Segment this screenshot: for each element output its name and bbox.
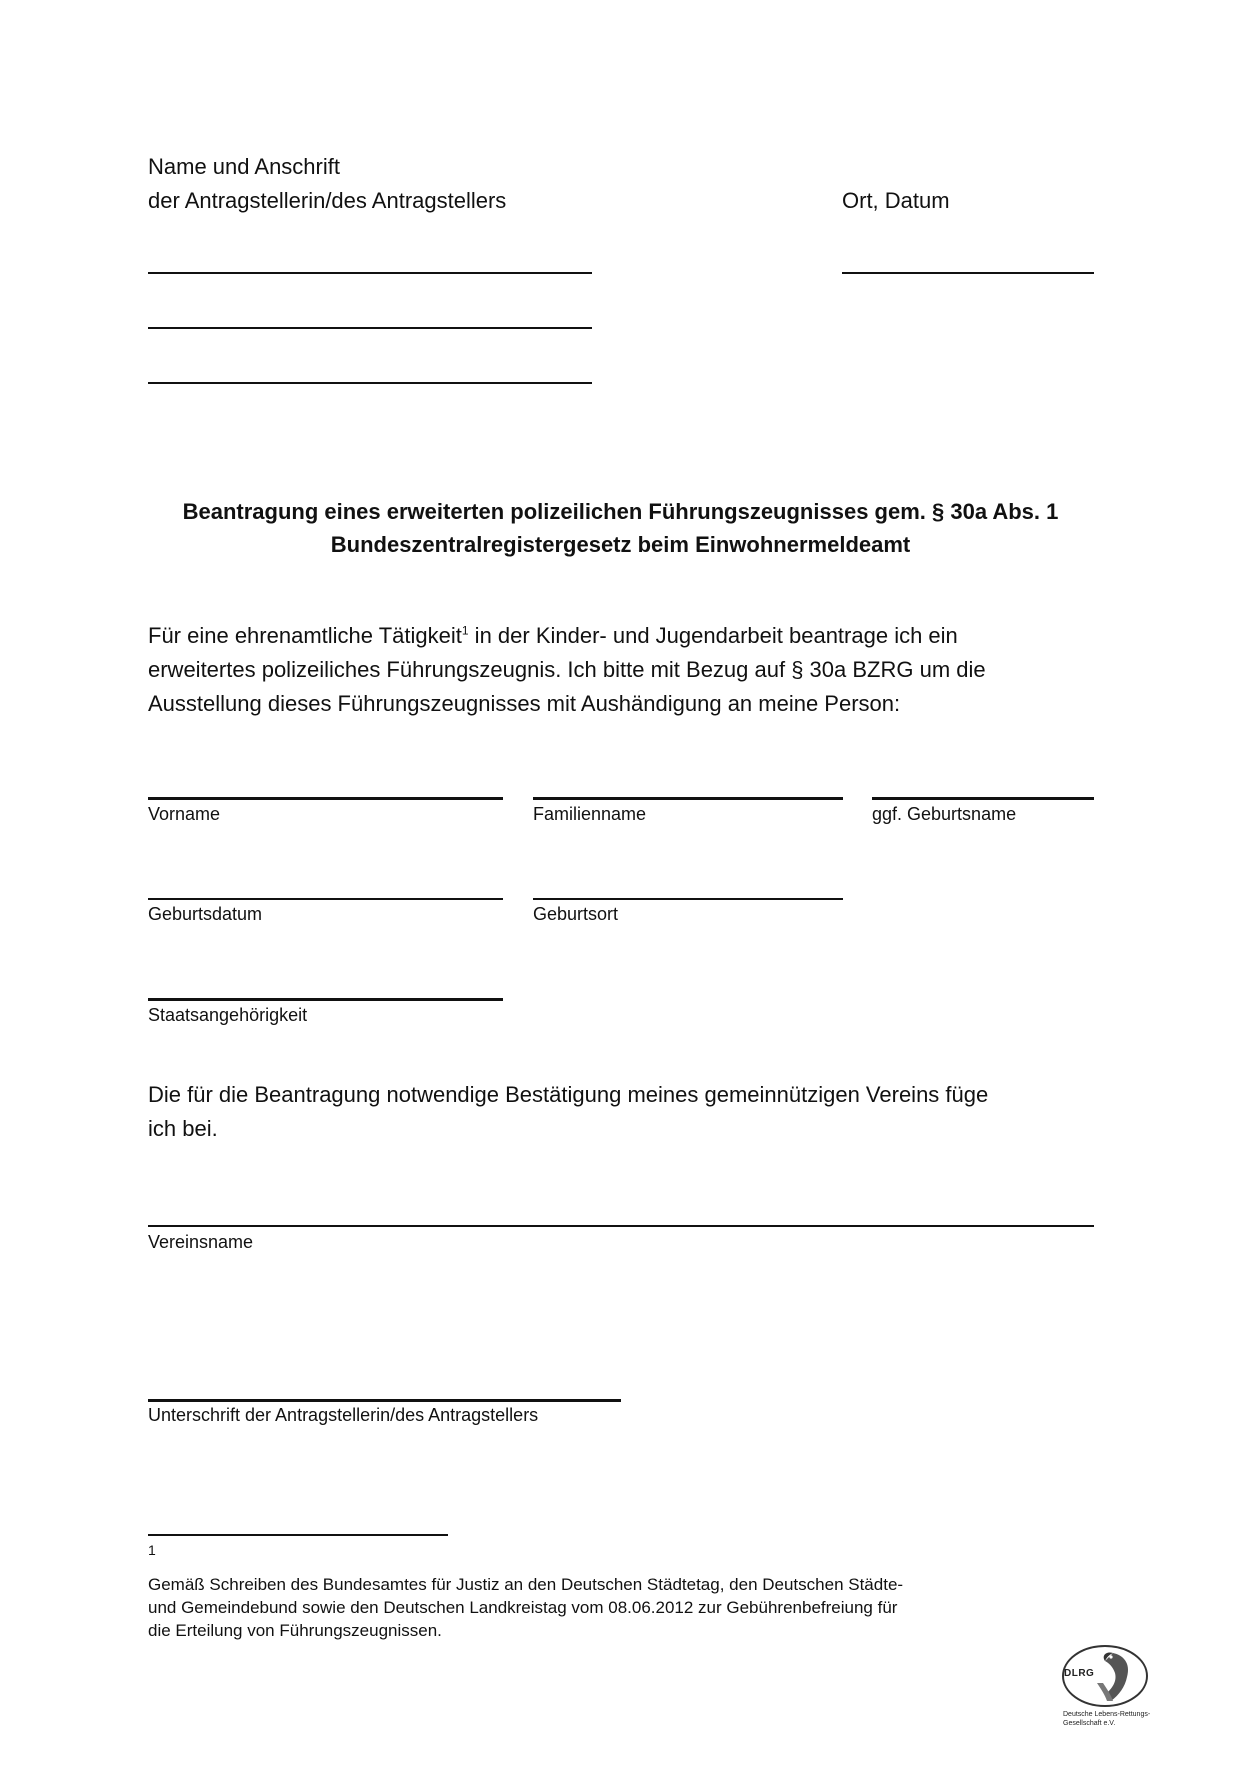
- geburtsdatum-line[interactable]: [148, 898, 503, 900]
- address-label-line2: der Antragstellerin/des Antragstellers: [148, 188, 507, 213]
- vereinsname-line[interactable]: [148, 1225, 1094, 1227]
- staatsangehoerigkeit-label: Staatsangehörigkeit: [148, 1005, 308, 1025]
- intro-line2: erweitertes polizeiliches Führungszeugnis. Ich bitte mit Bezug auf § 30a BZRG um die: [148, 657, 986, 682]
- staatsangehoerigkeit-line[interactable]: [148, 998, 503, 1001]
- confirmation-line1: Die für die Beantragung notwendige Bestätigung meines gemeinnützigen Vereins füge: [148, 1082, 989, 1107]
- logo-caption-line2: Gesellschaft e.V.: [1063, 1720, 1116, 1727]
- footnote-reference: 1: [461, 623, 469, 638]
- footnote-line1: Gemäß Schreiben des Bundesamtes für Justiz an den Deutschen Städtetag, den Deutschen Städte-: [148, 1575, 904, 1594]
- unterschrift-line[interactable]: [148, 1399, 621, 1402]
- confirmation-line2: ich bei.: [148, 1116, 218, 1141]
- document-title-line1: Beantragung eines erweiterten polizeilichen Führungszeugnisses gem. § 30a Abs. 1: [182, 499, 1059, 524]
- address-line-2[interactable]: [148, 327, 592, 329]
- geburtsort-label: Geburtsort: [533, 904, 619, 924]
- address-line-1[interactable]: [148, 272, 592, 274]
- vorname-label: Vorname: [148, 804, 221, 824]
- document-title-line2: Bundeszentralregistergesetz beim Einwohnermeldeamt: [330, 532, 911, 557]
- unterschrift-label: Unterschrift der Antragstellerin/des Antragstellers: [148, 1405, 539, 1425]
- place-date-line[interactable]: [842, 272, 1094, 274]
- geburtsdatum-label: Geburtsdatum: [148, 904, 263, 924]
- logo-text: DLRG: [1064, 1668, 1095, 1679]
- intro-line1: Für eine ehrenamtliche Tätigkeit$^1$ in der Kinder- und Jugendarbeit beantrage ich ein: [148, 623, 958, 648]
- footnote-line3: die Erteilung von Führungszeugnissen.: [148, 1621, 442, 1640]
- familienname-line[interactable]: [533, 797, 843, 800]
- intro-line3: Ausstellung dieses Führungszeugnisses mit Aushändigung an meine Person:: [148, 691, 901, 716]
- address-line-3[interactable]: [148, 382, 592, 384]
- logo-caption-line1: Deutsche Lebens-Rettungs-: [1063, 1711, 1151, 1718]
- vereinsname-label: Vereinsname: [148, 1232, 254, 1252]
- familienname-label: Familienname: [533, 804, 647, 824]
- place-date-label: Ort, Datum: [842, 188, 950, 213]
- geburtsname-label: ggf. Geburtsname: [872, 804, 1017, 824]
- dlrg-logo: [1061, 1643, 1151, 1709]
- footnote-separator: [148, 1534, 448, 1536]
- address-label-line1: Name und Anschrift: [148, 154, 340, 179]
- geburtsname-line[interactable]: [872, 797, 1094, 800]
- geburtsort-line[interactable]: [533, 898, 843, 900]
- footnote-number: 1: [148, 1542, 156, 1558]
- footnote-line2: und Gemeindebund sowie den Deutschen Landkreistag vom 08.06.2012 zur Gebührenbefreiung für: [148, 1598, 898, 1617]
- vorname-line[interactable]: [148, 797, 503, 800]
